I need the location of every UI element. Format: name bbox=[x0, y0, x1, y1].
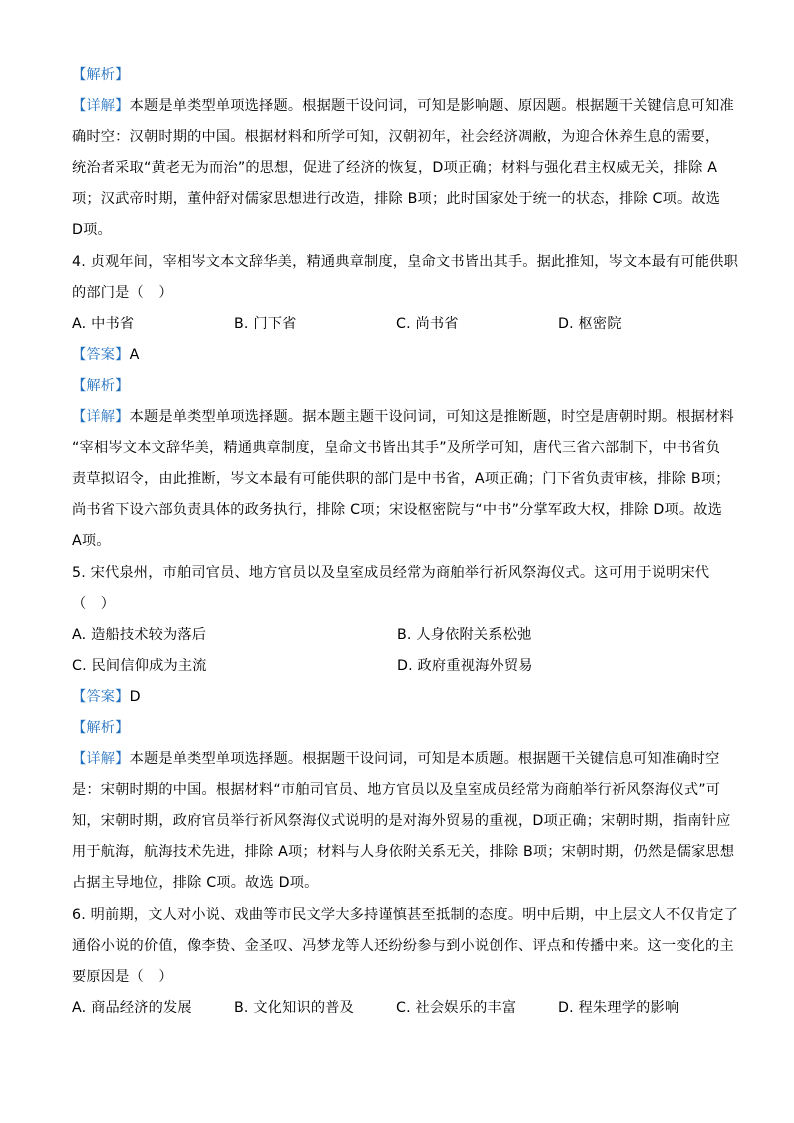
q5-option-b: B. 人身依附关系松弛 bbox=[397, 626, 532, 643]
q4-option-b: B. 门下省 bbox=[234, 315, 297, 332]
q5-option-c: C. 民间信仰成为主流 bbox=[72, 657, 207, 674]
q5-options-row-1 bbox=[72, 620, 722, 651]
document-page bbox=[72, 60, 739, 1024]
q4-detail-line-1: 【详解】本题是单类型单项选择题。据本题主题干设问词，可知这是推断题，时空是唐朝时期。根据材料 bbox=[72, 409, 734, 426]
q3-xiangjie-tag: 【详解】 bbox=[72, 98, 130, 115]
q4-detail-line-4: 尚书省下设六部负责具体的政务执行，排除 C项；宋设枢密院与“中书”分掌军政大权，排除 D项。故选 bbox=[72, 502, 723, 519]
q3-detail-line-3: 统治者采取“黄老无为而治”的思想，促进了经济的恢复，D项正确；材料与强化君主权威无关，排除 A bbox=[72, 160, 718, 177]
q4-stem-line-1: 4. 贞观年间，宰相岑文本文辞华美，精通典章制度，皇命文书皆出其手。据此推知，岑文本最有可能供职 bbox=[72, 253, 739, 270]
q4-option-d: D. 枢密院 bbox=[558, 315, 622, 332]
q3-detail-line-5: D项。 bbox=[72, 222, 112, 239]
q5-detail-line-3: 知，宋朝时期，政府官员举行祈风祭海仪式说明的是对海外贸易的重视，D项正确；宋朝时期，指南针应 bbox=[72, 813, 731, 830]
q3-jiexi-heading: 【解析】 bbox=[72, 67, 130, 83]
q5-answer-value: D bbox=[129, 688, 141, 705]
q4-answer-tag: 【答案】 bbox=[72, 346, 130, 363]
q4-answer bbox=[72, 340, 722, 371]
q5-option-d: D. 政府重视海外贸易 bbox=[397, 657, 533, 674]
q4-answer-value: A bbox=[129, 346, 140, 363]
q4-detail-line-2: “宰相岑文本文辞华美，精通典章制度，皇命文书皆出其手”及所学可知，唐代三省六部制下，中书省负 bbox=[72, 440, 721, 457]
q5-answer-tag: 【答案】 bbox=[72, 688, 130, 705]
q6-option-a: A. 商品经济的发展 bbox=[72, 999, 192, 1016]
q5-detail-line-5: 占据主导地位，排除 C项。故选 D项。 bbox=[72, 875, 319, 892]
q4-detail-line-3: 责草拟诏令，由此推断，岑文本最有可能供职的部门是中书省，A项正确；门下省负责审核，排除 B项； bbox=[72, 471, 730, 488]
q5-xiangjie-tag: 【详解】 bbox=[72, 751, 130, 768]
q5-stem-line-1: 5. 宋代泉州，市舶司官员、地方官员以及皇室成员经常为商舶举行祈风祭海仪式。这可用于说明宋代 bbox=[72, 564, 710, 581]
q4-option-c: C. 尚书省 bbox=[396, 315, 459, 332]
q6-option-d: D. 程朱理学的影响 bbox=[558, 999, 680, 1016]
q6-option-c: C. 社会娱乐的丰富 bbox=[396, 999, 517, 1016]
q6-stem-line-2: 通俗小说的价值，像李贽、金圣叹、冯梦龙等人还纷纷参与到小说创作、评点和传播中来。这一变化的主 bbox=[72, 937, 734, 954]
q5-jiexi-heading: 【解析】 bbox=[72, 719, 130, 736]
q5-answer bbox=[72, 682, 722, 713]
q4-jiexi-heading: 【解析】 bbox=[72, 377, 130, 394]
q4-detail-line-5: A项。 bbox=[72, 533, 111, 550]
q3-detail-line-1: 【详解】本题是单类型单项选择题。根据题干设问词，可知是影响题、原因题。根据题干关键信息可知准 bbox=[72, 98, 734, 115]
q4-options bbox=[72, 309, 722, 340]
q6-stem-line-1: 6. 明前期，文人对小说、戏曲等市民文学大多持谨慎甚至抵制的态度。明中后期，中上层文人不仅肯定了 bbox=[72, 906, 739, 923]
q5-stem-line-2: （ ） bbox=[72, 595, 116, 612]
q5-option-a: A. 造船技术较为落后 bbox=[72, 626, 207, 643]
q6-options bbox=[72, 993, 722, 1024]
q5-detail-line-1: 【详解】本题是单类型单项选择题。根据题干设问词，可知是本质题。根据题干关键信息可知准确时空 bbox=[72, 751, 720, 768]
q4-stem-line-2: 的部门是（ ） bbox=[72, 284, 173, 301]
q3-detail-line-2: 确时空：汉朝时期的中国。根据材料和所学可知，汉朝初年，社会经济凋敝，为迎合休养生息的需要， bbox=[72, 129, 720, 146]
q3-detail-line-4: 项；汉武帝时期，董仲舒对儒家思想进行改造，排除 B项；此时国家处于统一的状态，排除 C项。故选 bbox=[72, 191, 721, 208]
q4-option-a: A. 中书省 bbox=[72, 315, 135, 332]
q5-detail-line-2: 是：宋朝时期的中国。根据材料“市舶司官员、地方官员以及皇室成员经常为商舶举行祈风祭海仪式”可 bbox=[72, 782, 721, 799]
q5-detail-line-4: 用于航海，航海技术先进，排除 A项；材料与人身依附关系无关，排除 B项；宋朝时期，仍然是儒家思想 bbox=[72, 844, 735, 861]
q6-stem-line-3: 要原因是（ ） bbox=[72, 968, 173, 985]
q5-options-row-2 bbox=[72, 651, 722, 682]
q4-xiangjie-tag: 【详解】 bbox=[72, 409, 130, 426]
q6-option-b: B. 文化知识的普及 bbox=[234, 999, 355, 1016]
